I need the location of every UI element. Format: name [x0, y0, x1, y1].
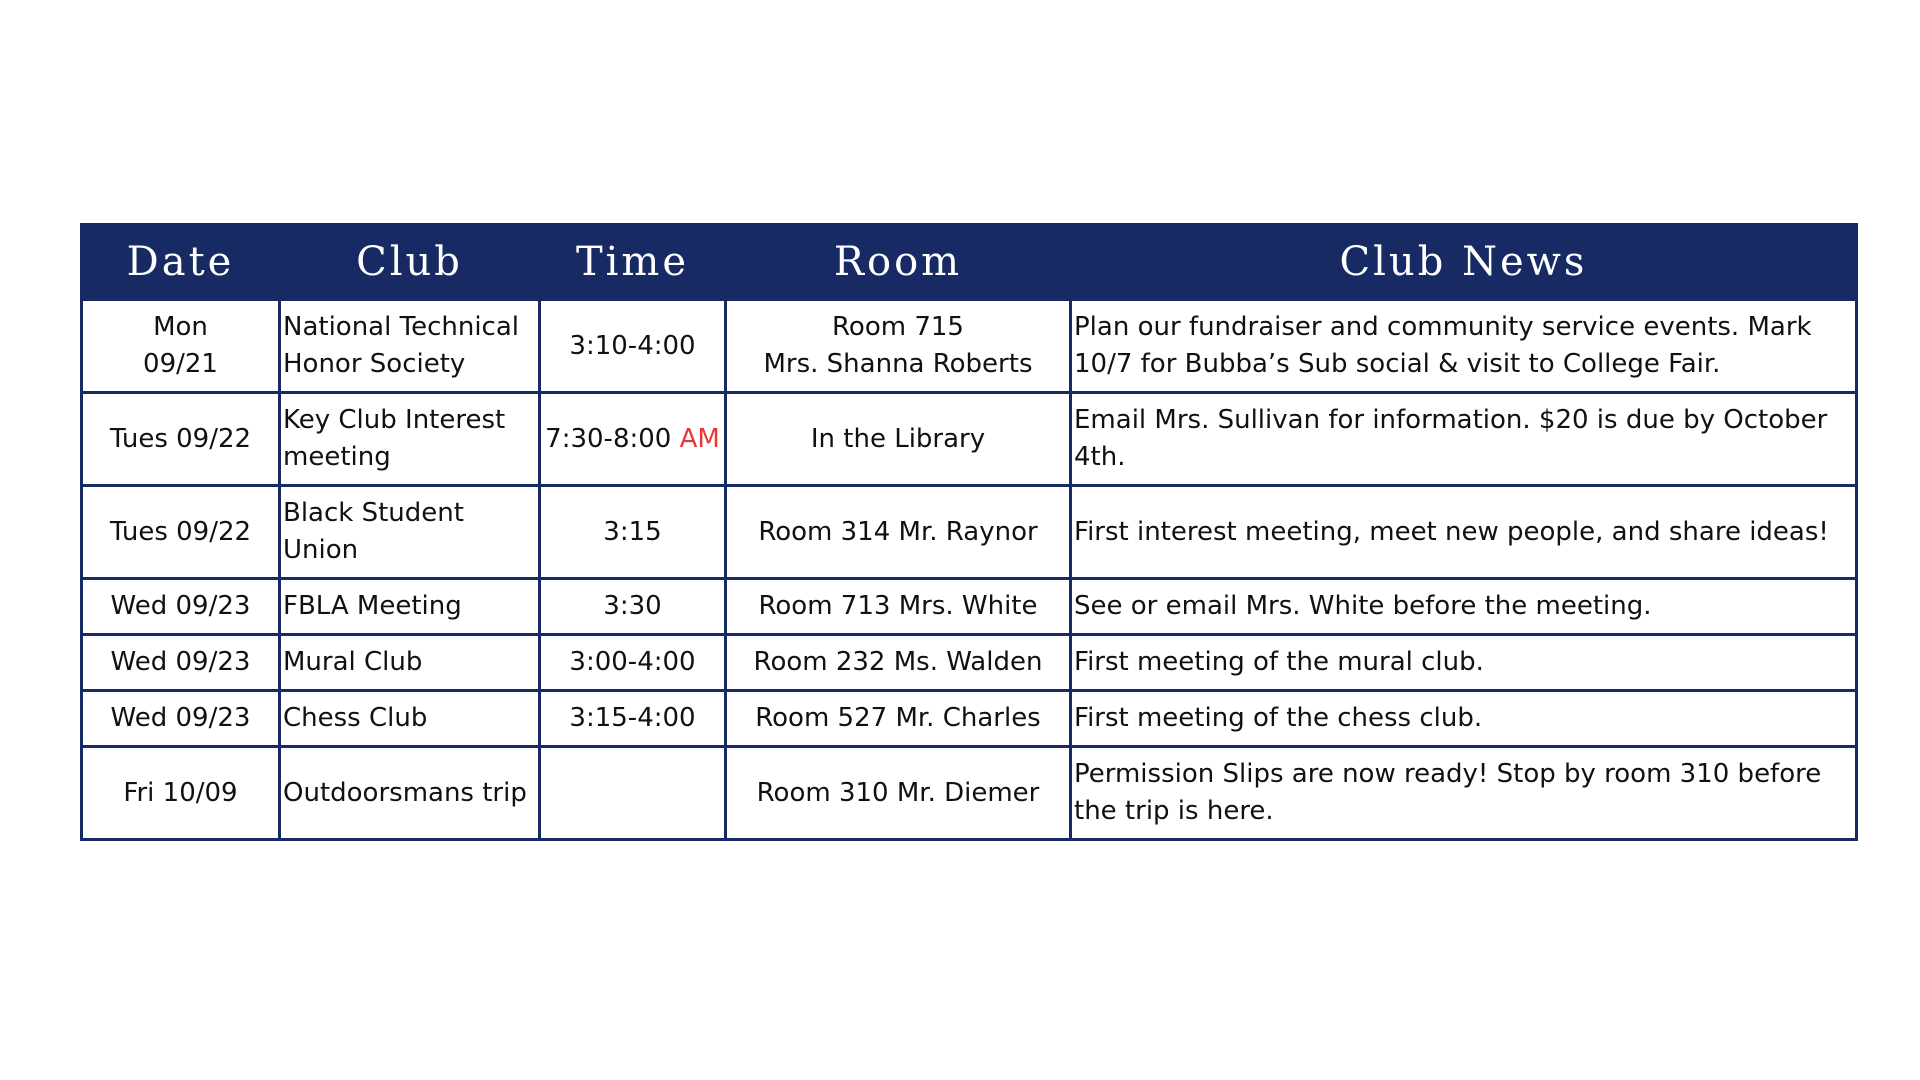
club-cell — [280, 691, 540, 747]
time-cell — [540, 393, 726, 486]
room-cell — [726, 635, 1071, 691]
date-cell — [82, 635, 280, 691]
room-text: Room 527 Mr. Charles — [755, 703, 1041, 733]
club-text: Chess Club — [283, 703, 428, 733]
time-cell — [540, 747, 726, 840]
club-cell — [280, 300, 540, 393]
room-cell — [726, 393, 1071, 486]
column-header-club: Club — [280, 225, 540, 300]
club-cell — [280, 393, 540, 486]
club-cell — [280, 635, 540, 691]
table-row — [82, 486, 1857, 579]
room-cell — [726, 691, 1071, 747]
club-text: FBLA Meeting — [283, 591, 462, 621]
date-text: Wed 09/23 — [110, 703, 251, 733]
news-cell — [1071, 393, 1857, 486]
time-cell — [540, 691, 726, 747]
news-text: First meeting of the chess club. — [1074, 703, 1483, 733]
date-cell — [82, 747, 280, 840]
table-row — [82, 691, 1857, 747]
date-text: Tues 09/22 — [109, 423, 252, 454]
club-schedule-table — [80, 223, 1858, 841]
room-text: Room 713 Mrs. White — [758, 591, 1038, 621]
time-text: 3:15-4:00 — [569, 703, 696, 733]
news-cell — [1071, 635, 1857, 691]
club-text: Mural Club — [283, 647, 423, 677]
date-text: Wed 09/23 — [110, 591, 251, 621]
club-text: Outdoorsmans trip — [283, 777, 527, 808]
date-text: Fri 10/09 — [123, 777, 238, 808]
column-header-date: Date — [82, 225, 280, 300]
news-cell — [1071, 747, 1857, 840]
time-cell — [540, 300, 726, 393]
column-header-time: Time — [540, 225, 726, 300]
news-text: Plan our fundraiser and community service events. Mark 10/7 for Bubba’s Sub social & visit to College Fair. — [1074, 312, 1812, 379]
date-cell — [82, 579, 280, 635]
time-text: 3:15 — [603, 516, 662, 547]
date-cell — [82, 393, 280, 486]
room-cell — [726, 747, 1071, 840]
time-text: 3:30 — [603, 591, 662, 621]
column-header-club-news: Club News — [1071, 225, 1857, 300]
news-cell — [1071, 300, 1857, 393]
room-text: In the Library — [810, 423, 986, 454]
table-row — [82, 579, 1857, 635]
news-text: Email Mrs. Sullivan for information. $20 is due by October 4th. — [1074, 405, 1828, 472]
date-cell — [82, 300, 280, 393]
table-row — [82, 635, 1857, 691]
room-cell — [726, 300, 1071, 393]
room-text: Room 715 Mrs. Shanna Roberts — [763, 312, 1033, 379]
room-cell — [726, 579, 1071, 635]
date-cell — [82, 691, 280, 747]
table-header-row — [82, 225, 1857, 300]
club-cell — [280, 579, 540, 635]
club-cell — [280, 486, 540, 579]
news-cell — [1071, 486, 1857, 579]
time-am-suffix: AM — [679, 423, 720, 454]
news-cell — [1071, 579, 1857, 635]
date-text: Tues 09/22 — [109, 516, 252, 547]
club-text: Black Student Union — [283, 498, 464, 565]
time-cell — [540, 635, 726, 691]
column-header-room: Room — [726, 225, 1071, 300]
table-row — [82, 747, 1857, 840]
table-row — [82, 393, 1857, 486]
room-cell — [726, 486, 1071, 579]
date-cell — [82, 486, 280, 579]
time-text: 7:30-8:00 — [545, 423, 672, 454]
room-text: Room 310 Mr. Diemer — [756, 777, 1040, 808]
news-text: See or email Mrs. White before the meeting. — [1074, 591, 1652, 621]
club-cell — [280, 747, 540, 840]
room-text: Room 314 Mr. Raynor — [758, 516, 1038, 547]
news-cell — [1071, 691, 1857, 747]
news-text: First interest meeting, meet new people, and share ideas! — [1074, 516, 1829, 547]
news-text: First meeting of the mural club. — [1074, 647, 1484, 677]
time-text: 3:10-4:00 — [569, 330, 696, 361]
time-cell — [540, 486, 726, 579]
news-text: Permission Slips are now ready! Stop by room 310 before the trip is here. — [1074, 759, 1822, 826]
date-text: Mon 09/21 — [143, 312, 218, 379]
club-text: Key Club Interest meeting — [283, 405, 506, 472]
room-text: Room 232 Ms. Walden — [753, 647, 1043, 677]
date-text: Wed 09/23 — [110, 647, 251, 677]
table-row — [82, 300, 1857, 393]
time-text: 3:00-4:00 — [569, 647, 696, 677]
club-text: National Technical Honor Society — [283, 312, 519, 379]
time-cell — [540, 579, 726, 635]
